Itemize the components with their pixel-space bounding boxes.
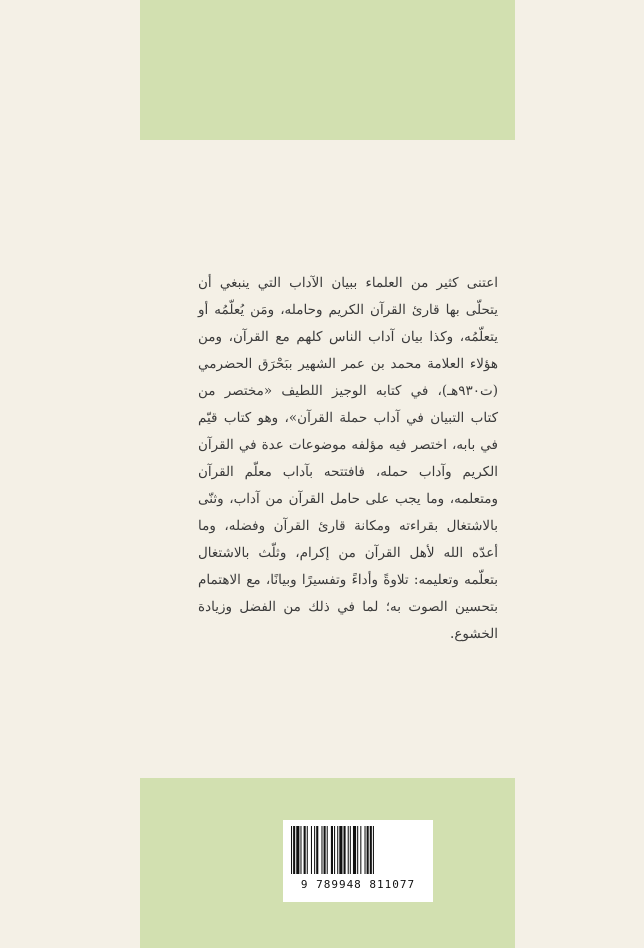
barcode-bar: [344, 826, 346, 874]
barcode: [283, 820, 433, 902]
barcode-bar: [370, 826, 372, 874]
barcode-bar: [337, 826, 338, 874]
barcode-bar: [350, 826, 351, 874]
barcode-bar: [304, 826, 306, 874]
barcode-bar: [353, 826, 356, 874]
barcode-bar: [296, 826, 299, 874]
barcode-bar: [373, 826, 374, 874]
barcode-bar: [357, 826, 358, 874]
isbn-number: 9 789948 811077: [300, 878, 416, 891]
barcode-bar: [300, 826, 301, 874]
barcode-bar: [293, 826, 295, 874]
barcode-bar: [348, 826, 349, 874]
barcode-bar: [324, 826, 326, 874]
barcode-bar: [307, 826, 308, 874]
barcode-bar: [365, 826, 366, 874]
barcode-bar: [316, 826, 318, 874]
barcode-bar: [321, 826, 322, 874]
back-cover-blurb: اعتنى كثير من العلماء ببيان الآداب التي ينبغي أن يتحلّى بها قارئ القرآن الكريم وحامله، ومَن يُعلّمُه أو يتعلّمُه، وكذا بيان آداب الناس كلهم مع القرآن، ومن هؤلاء العلامة محمد بن عمر الشهير ببَحْرَق الحضرمي (ت٩٣٠هـ)، في كتابه الوجيز اللطيف «مختصر من كتاب التبيان في آداب حملة القرآن»، وهو كتاب قيّم في بابه، اختصر فيه مؤلفه موضوعات عدة في القرآن الكريم وآداب حمله، فافتتحه بآداب معلّم القرآن ومتعلمه، وما يجب على حامل القرآن من آداب، وثنّى بالاشتغال بقراءته ومكانة قارئ القرآن وفضله، وما أعدّه الله لأهل القرآن من إكرام، وثلّث بالاشتغال بتعلّمه وتعليمه: تلاوةً وأداءً وتفسيرًا وبيانًا، مع الاهتمام بتحسين الصوت به؛ لما في ذلك من الفضل وزيادة الخشوع.: [198, 275, 498, 642]
barcode-bar: [291, 826, 292, 874]
barcode-bar: [331, 826, 333, 874]
barcode-bar: [367, 826, 369, 874]
barcode-bar: [360, 826, 361, 874]
barcode-bar: [314, 826, 315, 874]
barcode-bar: [339, 826, 342, 874]
barcode-bar: [334, 826, 335, 874]
barcode-bar: [327, 826, 328, 874]
barcode-bars: [289, 826, 427, 874]
barcode-bar: [311, 826, 312, 874]
top-color-band: [140, 0, 515, 140]
